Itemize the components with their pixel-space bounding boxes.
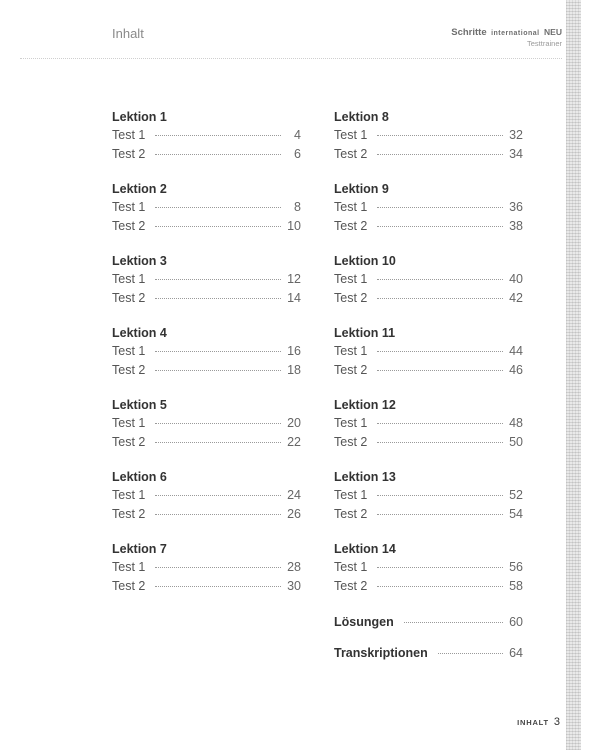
entry-label: Test 2 [112,291,146,305]
lesson-title: Lektion 14 [334,542,396,556]
entry-page: 24 [287,488,301,502]
entry-label: Test 2 [112,363,146,377]
toc-column-left [112,108,301,612]
toc-entry[interactable] [334,289,523,308]
toc-column-right [334,108,523,674]
lesson-title: Lektion 1 [112,110,167,124]
lesson-block [334,540,523,596]
dot-leader [155,298,281,299]
entry-page: 16 [287,344,301,358]
lesson-title: Lektion 11 [334,326,396,340]
lesson-title: Lektion 4 [112,326,167,340]
entry-page: 40 [509,272,523,286]
entry-label: Test 1 [334,128,368,142]
lesson-block [112,180,301,236]
lesson-block [334,468,523,524]
page-number: 3 [553,716,560,728]
dot-leader [155,135,281,136]
brand-mid: international [491,30,540,37]
entry-page: 42 [509,291,523,305]
dot-leader [377,279,503,280]
dot-leader [377,135,503,136]
toc-entry[interactable] [112,361,301,380]
dot-leader [377,567,503,568]
dot-leader [155,442,281,443]
entry-page: 34 [509,147,523,161]
lesson-block [112,396,301,452]
toc-entry[interactable] [334,342,523,361]
footer-label: INHALT [517,718,549,727]
entry-label: Test 1 [334,344,368,358]
entry-page: 28 [287,560,301,574]
header-brand [451,22,562,48]
entry-label: Test 2 [334,291,368,305]
side-strip [566,0,581,750]
entry-label: Test 2 [334,507,368,521]
entry-label: Test 2 [334,219,368,233]
entry-label: Test 2 [112,219,146,233]
entry-label: Test 1 [112,128,146,142]
toc-entry[interactable] [334,126,523,145]
dot-leader [155,567,281,568]
entry-page: 32 [509,128,523,142]
toc-entry[interactable] [334,505,523,524]
lesson-block [334,180,523,236]
toc-entry[interactable] [334,270,523,289]
toc-entry[interactable] [112,414,301,433]
brand-neu: NEU [544,27,562,37]
entry-label: Test 2 [334,363,368,377]
entry-page: 20 [287,416,301,430]
dot-leader [377,442,503,443]
lesson-title: Lektion 5 [112,398,167,412]
entry-page: 4 [294,128,301,142]
entry-page: 12 [287,272,301,286]
entry-label: Test 1 [112,272,146,286]
entry-label: Test 2 [334,147,368,161]
toc-entry[interactable] [112,577,301,596]
entry-label: Test 1 [334,488,368,502]
lesson-title: Lektion 3 [112,254,167,268]
entry-label: Test 2 [334,579,368,593]
lesson-title: Lektion 2 [112,182,167,196]
dot-leader [155,514,281,515]
toc-entry[interactable] [112,217,301,236]
toc-entry[interactable] [334,145,523,164]
dot-leader [377,226,503,227]
toc-entry[interactable] [112,126,301,145]
toc-entry-loesungen[interactable] [334,612,523,632]
dot-leader [155,351,281,352]
entry-page: 38 [509,219,523,233]
dot-leader [155,154,281,155]
toc-entry[interactable] [112,505,301,524]
entry-page: 46 [509,363,523,377]
dot-leader [377,495,503,496]
entry-label: Test 1 [334,560,368,574]
entry-label: Test 1 [112,416,146,430]
toc-entry-transkriptionen[interactable] [334,643,523,663]
page-footer [517,716,560,728]
entry-page: 44 [509,344,523,358]
lesson-title: Lektion 7 [112,542,167,556]
toc-entry[interactable] [334,414,523,433]
entry-page: 50 [509,435,523,449]
lesson-block [112,108,301,164]
entry-page: 6 [294,147,301,161]
toc-entry[interactable] [112,289,301,308]
lesson-block [334,324,523,380]
header-title: Inhalt [112,26,144,41]
dot-leader [155,279,281,280]
toc-entry[interactable] [334,577,523,596]
lesson-title: Lektion 9 [334,182,389,196]
lesson-title: Lektion 13 [334,470,396,484]
toc-entry[interactable] [334,217,523,236]
dot-leader [155,495,281,496]
entry-label: Transkriptionen [334,646,428,660]
toc-entry[interactable] [334,433,523,452]
dot-leader [155,207,281,208]
dot-leader [438,653,503,654]
toc-entry[interactable] [334,198,523,217]
entry-label: Test 1 [112,560,146,574]
toc-entry[interactable] [334,486,523,505]
entry-label: Lösungen [334,615,394,629]
entry-page: 30 [287,579,301,593]
toc-entry[interactable] [112,558,301,577]
entry-label: Test 2 [334,435,368,449]
entry-page: 56 [509,560,523,574]
entry-page: 48 [509,416,523,430]
toc-entry[interactable] [112,270,301,289]
dot-leader [377,586,503,587]
entry-page: 14 [287,291,301,305]
lesson-block [112,540,301,596]
lesson-block [112,468,301,524]
brand-subtitle: Testtrainer [526,38,562,48]
entry-label: Test 1 [112,344,146,358]
entry-label: Test 1 [334,200,368,214]
entry-label: Test 1 [334,272,368,286]
entry-page: 64 [509,646,523,660]
brand-main: Schritte [451,27,487,38]
lesson-title: Lektion 6 [112,470,167,484]
dot-leader [155,423,281,424]
entry-label: Test 1 [112,200,146,214]
entry-page: 8 [294,200,301,214]
entry-page: 58 [509,579,523,593]
dot-leader [377,514,503,515]
dot-leader [377,423,503,424]
lesson-title: Lektion 12 [334,398,396,412]
entry-page: 36 [509,200,523,214]
lesson-block [112,324,301,380]
dot-leader [377,298,503,299]
toc-entry[interactable] [334,361,523,380]
dot-leader [377,207,503,208]
dot-leader [155,586,281,587]
lesson-title: Lektion 8 [334,110,389,124]
dot-leader [377,351,503,352]
entry-page: 54 [509,507,523,521]
lesson-block [334,252,523,308]
dot-leader [155,226,281,227]
entry-label: Test 2 [112,507,146,521]
entry-label: Test 2 [112,435,146,449]
dot-leader [404,622,503,623]
toc-entry[interactable] [112,342,301,361]
lesson-block [334,108,523,164]
entry-label: Test 2 [112,147,146,161]
lesson-block [334,396,523,452]
toc-entry[interactable] [112,433,301,452]
lesson-title: Lektion 10 [334,254,396,268]
lesson-block [112,252,301,308]
dot-leader [155,370,281,371]
entry-page: 22 [287,435,301,449]
toc-entry[interactable] [112,198,301,217]
toc-entry[interactable] [112,486,301,505]
entry-page: 52 [509,488,523,502]
toc-entry[interactable] [334,558,523,577]
entry-label: Test 1 [334,416,368,430]
entry-page: 26 [287,507,301,521]
dot-leader [377,370,503,371]
dot-leader [377,154,503,155]
entry-page: 18 [287,363,301,377]
entry-page: 10 [287,219,301,233]
entry-label: Test 2 [112,579,146,593]
entry-label: Test 1 [112,488,146,502]
header-divider [20,58,562,59]
extras-block [334,612,523,663]
entry-page: 60 [509,615,523,629]
toc-entry[interactable] [112,145,301,164]
